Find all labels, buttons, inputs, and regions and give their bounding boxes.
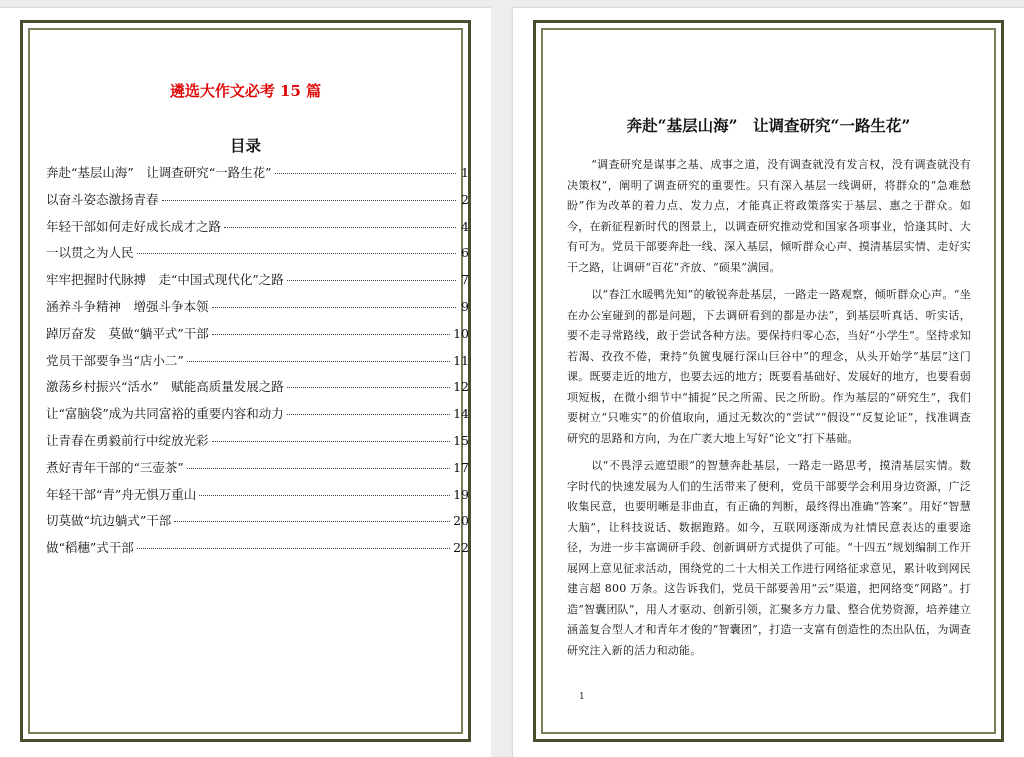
toc-entry[interactable] bbox=[46, 243, 469, 270]
toc-entry[interactable] bbox=[46, 485, 469, 512]
toc-dot-leader bbox=[187, 468, 450, 469]
toc-entry[interactable] bbox=[46, 163, 469, 190]
toc-entry-page-number: 4 bbox=[461, 218, 469, 234]
toc-entry[interactable] bbox=[46, 217, 469, 244]
toc-entry-title: 一以贯之为人民 bbox=[46, 245, 134, 261]
toc-dot-leader bbox=[212, 307, 456, 308]
toc-entry-page-number: 6 bbox=[461, 245, 469, 261]
toc-entry-page-number: 19 bbox=[453, 486, 469, 502]
page-article bbox=[513, 8, 1024, 757]
toc-entry-title: 让“富脑袋”成为共同富裕的重要内容和动力 bbox=[46, 406, 284, 422]
toc-entry[interactable] bbox=[46, 431, 469, 458]
article-title: 奔赴“基层山海” 让调查研究“一路生花” bbox=[626, 116, 911, 135]
toc-dot-leader bbox=[287, 414, 450, 415]
toc-entry-page-number: 2 bbox=[461, 191, 469, 207]
toc-entry-page-number: 11 bbox=[453, 352, 469, 368]
article-body bbox=[567, 155, 971, 668]
article-paragraph: 以“不畏浮云遮望眼”的智慧奔赴基层，一路走一路思考，摸清基层实情。数字时代的快速发展为人们的生活带来了便利，党员干部要学会利用身边资源，广泛收集民意，也要明晰是非曲直，有正确的判断，最终得出准确“答案”。用好“智慧大脑”，让科技说话、数据跑路。如今，互联网逐渐成为社情民意表达的重要途径，为进一步丰富调研手段、创新调研方式提供了可能。“十四五”规划编制工作开展网上意见征求活动，围绕党的二十大相关工作进行网络征求意见，累计收到网民建言超 800 万条。这告诉我们，党员干部要善用“云”渠道，把网络变“网路”。打造“智囊团队”，用人才驱动、创新引领，汇聚多方力量、整合优势资源，培养建立涵盖复合型人才和青年才俊的“智囊团”，打造一支富有创造性的杰出队伍，为调查研究注入新的活力和动能。 bbox=[567, 459, 971, 657]
page-toc bbox=[0, 8, 491, 757]
toc-entry-title: 年轻干部如何走好成长成才之路 bbox=[46, 218, 222, 234]
toc-entry[interactable] bbox=[46, 458, 469, 485]
toc-entry-title: 煮好青年干部的“三壶茶” bbox=[46, 459, 184, 475]
toc-entry-page-number: 15 bbox=[453, 432, 469, 448]
toc-entry-page-number: 20 bbox=[453, 513, 469, 529]
toc-dot-leader bbox=[162, 200, 456, 201]
toc-entry-page-number: 17 bbox=[453, 459, 469, 475]
toc-entry-title: 涵养斗争精神 增强斗争本领 bbox=[46, 298, 209, 314]
toc-dot-leader bbox=[212, 334, 450, 335]
toc-dot-leader bbox=[199, 495, 450, 496]
toc-entry[interactable] bbox=[46, 511, 469, 538]
toc-entry[interactable] bbox=[46, 404, 469, 431]
toc-entry[interactable] bbox=[46, 297, 469, 324]
toc-entry[interactable] bbox=[46, 351, 469, 378]
toc-entry[interactable] bbox=[46, 377, 469, 404]
toc-entry-title: 激荡乡村振兴“活水” 赋能高质量发展之路 bbox=[46, 379, 284, 395]
toc-dot-leader bbox=[137, 548, 450, 549]
article-paragraph: “调查研究是谋事之基、成事之道，没有调查就没有发言权，没有调查就没有决策权”，阐明了调查研究的重要性。只有深入基层一线调研，将群众的“急难愁盼”作为改革的着力点、发力点，才能真正将政策落实于基层、惠之于群众。如今，在新征程新时代的图景上，以调查研究推动党和国家各项事业，恰逢其时、大有可为。党员干部要奔赴一线、深入基层，倾听群众心声、摸清基层实情、走好实干之路，让调研“百花”齐放、“硕果”满园。 bbox=[567, 158, 971, 274]
toc-entry-title: 切莫做“坑边躺式”干部 bbox=[46, 513, 172, 529]
toc-entry-title: 让青春在勇毅前行中绽放光彩 bbox=[46, 432, 209, 448]
toc-dot-leader bbox=[174, 521, 450, 522]
toc-entry-title: 做“稻穗”式干部 bbox=[46, 540, 134, 556]
toc-entry-title: 党员干部要争当“店小二” bbox=[46, 352, 184, 368]
document-title: 遴选大作文必考 15 篇 bbox=[169, 82, 322, 100]
toc-list bbox=[46, 163, 469, 565]
toc-entry-title: 以奋斗姿态激扬青春 bbox=[46, 191, 159, 207]
toc-entry-page-number: 12 bbox=[453, 379, 469, 395]
toc-entry-title: 牢牢把握时代脉搏 走“中国式现代化”之路 bbox=[46, 272, 284, 288]
toc-dot-leader bbox=[224, 227, 456, 228]
toc-entry-page-number: 10 bbox=[453, 325, 469, 341]
toc-entry-page-number: 22 bbox=[453, 540, 469, 556]
toc-dot-leader bbox=[275, 173, 456, 174]
toc-heading: 目录 bbox=[229, 136, 261, 155]
toc-entry[interactable] bbox=[46, 270, 469, 297]
toc-entry-page-number: 14 bbox=[453, 406, 469, 422]
toc-dot-leader bbox=[187, 361, 450, 362]
toc-dot-leader bbox=[212, 441, 451, 442]
toc-dot-leader bbox=[287, 280, 456, 281]
toc-dot-leader bbox=[137, 253, 456, 254]
toc-entry[interactable] bbox=[46, 190, 469, 217]
page-gutter bbox=[491, 0, 513, 757]
page-number: 1 bbox=[579, 692, 585, 702]
toc-dot-leader bbox=[287, 387, 450, 388]
toc-entry[interactable] bbox=[46, 538, 469, 565]
toc-entry-page-number: 9 bbox=[461, 298, 469, 314]
toc-entry-page-number: 7 bbox=[461, 272, 469, 288]
toc-entry-title: 年轻干部“青”舟无惧万重山 bbox=[46, 486, 197, 502]
toc-entry[interactable] bbox=[46, 324, 469, 351]
toc-entry-title: 踔厉奋发 莫做“躺平式”干部 bbox=[46, 325, 209, 341]
article-paragraph: 以“春江水暖鸭先知”的敏锐奔赴基层，一路走一路观察，倾听群众心声。“坐在办公室碰到的都是问题，下去调研看到的都是办法”，到基层听真话、听实话，要不走寻常路线，敢于尝试各种方法。要保持归零心态，当好“小学生”。坚持求知若渴、孜孜不倦，秉持“负篋曳屣行深山巨谷中”的理念，从头开始学“基层”这门课。既要走近的地方，也要去远的地方；既要看基础好、发展好的地方，也要看弱项短板，在微小细节中“捕捉”民之所需、民之所盼。作为基层的“研究生”，我们要树立“只唯实”的价值取向，通过无数次的“尝试”“假设”“反复论证”，找准调查研究的思路和方向，为在广袤大地上写好“论文”打下基础。 bbox=[567, 288, 971, 445]
toc-entry-title: 奔赴“基层山海” 让调查研究“一路生花” bbox=[46, 165, 272, 180]
toc-entry-page-number: 1 bbox=[461, 165, 469, 180]
